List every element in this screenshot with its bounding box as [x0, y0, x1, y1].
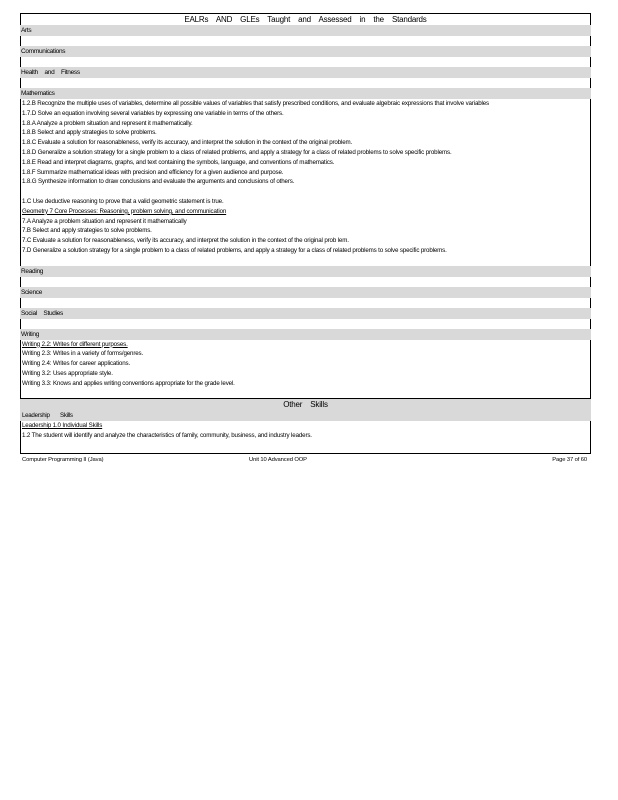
leadership-line: 1.2 The student will identify and analyze the characteristics of family, community, business, and industry leaders.: [22, 432, 312, 440]
spacer: [22, 389, 591, 399]
math-line: 1.8.F Summarize mathematical ideas with precision and efficiency for a given audience and purpose.: [22, 168, 284, 176]
section-social-studies: Social Studies: [20, 308, 591, 319]
section-mathematics: Mathematics: [20, 88, 591, 99]
leadership-band: Leadership Skills: [20, 411, 591, 421]
section-communications-body: [20, 57, 591, 67]
geometry-line: 1.C Use deductive reasoning to prove that a valid geometric statement is true.: [22, 197, 224, 205]
math-line: 1.2.B Recognize the multiple uses of variables, determine all possible values of variables that satisfy prescribed conditions, and evaluate algebraic expressions that involve variables: [22, 100, 489, 107]
writing-body: [20, 340, 591, 399]
geometry-line: 7.A Analyze a problem situation and represent it mathematically: [22, 217, 187, 225]
leadership-body: [20, 421, 591, 441]
section-science-body: [20, 298, 591, 308]
leadership-heading: Leadership 1.0 Individual Skills: [22, 422, 103, 430]
spacer: [22, 256, 591, 266]
spacer: [22, 187, 591, 197]
section-social-studies-body: [20, 319, 591, 329]
section-arts-body: [20, 36, 591, 46]
footer-page-number: Page 37 of 60: [552, 457, 587, 463]
geometry-line: 7.C Evaluate a solution for reasonableness, verify its accuracy, and interpret the solution in the context of the original prob lem.: [22, 237, 349, 245]
math-line: 1.8.D Generalize a solution strategy for a single problem to a class of related problems, and apply a strategy for a class of related problems to solve specific problems.: [22, 148, 452, 156]
mathematics-body: [20, 99, 591, 266]
writing-line: Writing 2.2: Writes for different purposes.: [22, 340, 128, 348]
section-writing: Writing: [20, 329, 591, 340]
writing-line: Writing 2.3: Writes in a variety of forms/genres.: [22, 350, 144, 358]
section-communications: Communications: [20, 46, 591, 57]
writing-line: Writing 3.2: Uses appropriate style.: [22, 369, 113, 377]
other-skills-heading: Other Skills: [20, 398, 591, 411]
writing-line: Writing 3.3: Knows and applies writing conventions appropriate for the grade level.: [22, 379, 235, 387]
geometry-heading: Geometry 7 Core Processes: Reasoning, problem solving, and communication: [22, 207, 227, 215]
page-footer: [20, 453, 591, 464]
math-line: 1.8.G Synthesize information to draw conclusions and evaluate the arguments and conclusions of others.: [22, 178, 295, 186]
footer-course: Computer Programming II (Java): [22, 457, 104, 463]
section-health-body: [20, 78, 591, 88]
footer-unit: Unit 10 Advanced OOP: [249, 457, 307, 463]
math-line: 1.8.C Evaluate a solution for reasonableness, verify its accuracy, and interpret the solution in the context of the original problem.: [22, 139, 353, 147]
math-line: 1.7.D Solve an equation involving several variables by expressing one variable in terms of the others.: [22, 109, 284, 117]
page-title: EALRs AND GLEs Taught and Assessed in the Standards: [20, 13, 591, 25]
math-line: 1.8.E Read and interpret diagrams, graphs, and text containing the symbols, language, and conventions of mathematics.: [22, 158, 335, 166]
writing-line: Writing 2.4: Writes for career applications.: [22, 360, 131, 368]
math-line: 1.8.B Select and apply strategies to solve problems.: [22, 129, 157, 137]
geometry-line: 7.D Generalize a solution strategy for a single problem to a class of related problems, and apply a strategy for a class of related problems to solve specific problems.: [22, 246, 447, 254]
standards-table: [20, 13, 591, 441]
geometry-line: 7.B Select and apply strategies to solve problems.: [22, 227, 152, 235]
section-science: Science: [20, 287, 591, 298]
section-health: Health and Fitness: [20, 67, 591, 78]
section-arts: Arts: [20, 25, 591, 36]
section-reading-body: [20, 277, 591, 287]
section-reading: Reading: [20, 266, 591, 277]
math-line: 1.8.A Analyze a problem situation and represent it mathematically.: [22, 119, 193, 127]
